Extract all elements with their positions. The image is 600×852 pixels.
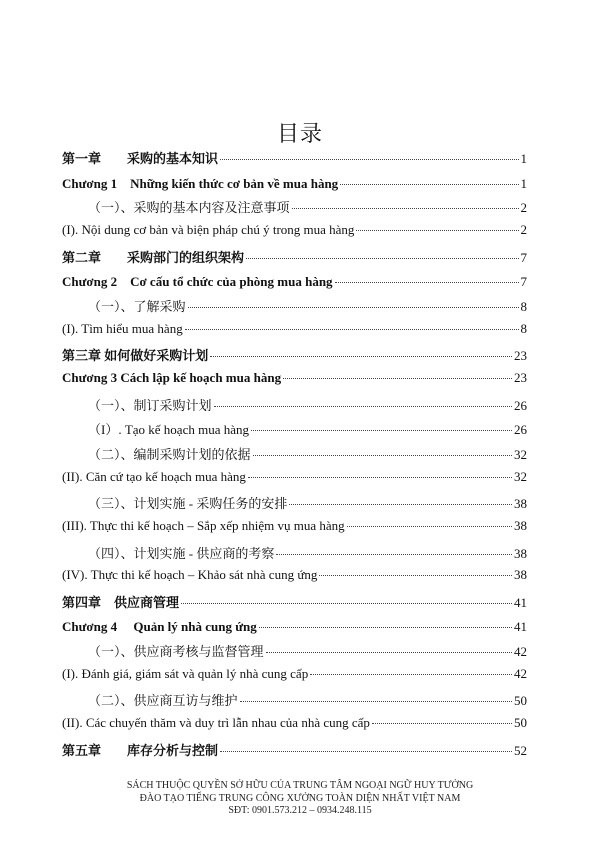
toc-entry[interactable] [62, 740, 527, 765]
toc-entry-page: 2 [520, 221, 527, 237]
toc-entry[interactable] [62, 173, 527, 198]
toc-leader-dots [248, 476, 512, 478]
toc-leader-dots [251, 429, 512, 431]
footer-line-3: SĐT: 0901.573.212 – 0934.248.115 [228, 805, 372, 816]
toc-entry-page: 38 [514, 567, 527, 583]
toc-entry-page: 26 [514, 422, 527, 438]
toc-title: 目录 [276, 122, 323, 147]
toc-leader-dots [181, 602, 512, 604]
toc-entry-page: 50 [514, 693, 527, 709]
toc-leader-dots [372, 722, 512, 724]
toc-entry-label: （一）、采购的基本内容及注意事项 [88, 200, 290, 216]
toc-leader-dots [259, 626, 512, 628]
toc-entry[interactable] [62, 247, 527, 272]
toc-entry-label: （一）、了解采购 [88, 298, 186, 314]
toc-entry[interactable] [62, 395, 527, 420]
toc-entry-page: 42 [514, 665, 527, 681]
toc-entry-label: Chương 2 Cơ cấu tổ chức của phòng mua hàng [62, 274, 333, 290]
footer-line-1: SÁCH THUỘC QUYỀN SỞ HỮU CỦA TRUNG TÂM NGOẠI NGỮ HUY TƯỞNG [126, 780, 474, 791]
toc-entry-label: (I). Nội dung cơ bản và biện pháp chú ý trong mua hàng [62, 221, 355, 237]
toc-entry[interactable] [62, 715, 527, 740]
toc-leader-dots [240, 700, 512, 702]
toc-leader-dots [253, 454, 512, 456]
toc-entry[interactable] [62, 444, 527, 469]
toc-entry-label: (III). Thực thi kế hoạch – Sắp xếp nhiệm vụ mua hàng [62, 517, 345, 533]
toc-entry-label: （二）、供应商互访与维护 [88, 693, 238, 709]
toc-entry[interactable] [62, 222, 527, 247]
toc-entry[interactable] [62, 592, 527, 617]
toc-leader-dots [356, 229, 518, 231]
toc-leader-dots [310, 673, 512, 675]
toc-entry[interactable] [62, 469, 527, 494]
toc-leader-dots [340, 183, 518, 185]
toc-entry-page: 23 [514, 369, 527, 385]
toc-leader-dots [185, 328, 519, 330]
toc-entry[interactable] [62, 567, 527, 592]
toc-entry-page: 1 [520, 151, 527, 166]
toc-entry-label: (II). Các chuyến thăm và duy trì lẫn nhau của nhà cung cấp [62, 715, 370, 731]
toc-leader-dots [220, 750, 512, 752]
toc-entry-page: 1 [520, 175, 527, 191]
toc-entry-label: Chương 1 Những kiến thức cơ bản về mua hàng [62, 175, 339, 191]
table-of-contents [62, 148, 527, 764]
toc-entry-label: (I). Tìm hiểu mua hàng [62, 320, 183, 336]
toc-entry-label: （二）、编制采购计划的依据 [88, 446, 251, 462]
toc-entry[interactable] [62, 271, 527, 296]
toc-entry-label: 第一章 采购的基本知识 [62, 151, 219, 166]
toc-entry-label: 第四章 供应商管理 [62, 594, 180, 610]
toc-entry-page: 23 [514, 348, 527, 364]
toc-entry-page: 38 [514, 496, 527, 512]
toc-entry-label: （I）. Tạo kế hoạch mua hàng [88, 422, 250, 438]
toc-leader-dots [246, 257, 518, 259]
toc-entry-page: 8 [520, 298, 527, 314]
toc-entry-label: （一）、供应商考核与监督管理 [88, 644, 264, 660]
toc-entry-page: 50 [514, 715, 527, 731]
toc-entry-label: 第三章 如何做好采购计划 [62, 348, 209, 364]
toc-entry[interactable] [62, 296, 527, 321]
toc-entry-page: 41 [514, 619, 527, 635]
toc-entry-label: 第二章 采购部门的组织架构 [62, 249, 245, 265]
toc-entry[interactable] [62, 690, 527, 715]
toc-entry[interactable] [62, 370, 527, 395]
toc-entry[interactable] [62, 345, 527, 370]
toc-entry-label: (II). Căn cứ tạo kế hoạch mua hàng [62, 468, 246, 484]
toc-entry[interactable] [62, 148, 527, 173]
toc-leader-dots [266, 651, 512, 653]
toc-entry-page: 52 [514, 742, 527, 758]
toc-entry-label: （一）、制订采购计划 [88, 397, 212, 413]
toc-leader-dots [276, 553, 512, 555]
toc-entry-page: 8 [520, 320, 527, 336]
toc-leader-dots [214, 405, 512, 407]
toc-entry[interactable] [62, 641, 527, 666]
toc-entry-page: 38 [514, 517, 527, 533]
toc-entry-label: (IV). Thực thi kế hoạch – Khảo sát nhà cung ứng [62, 567, 318, 583]
toc-entry[interactable] [62, 666, 527, 691]
toc-entry-label: （三）、计划实施 - 采购任务的安排 [88, 496, 288, 512]
toc-entry-label: （四）、计划实施 - 供应商的考察 [88, 545, 275, 561]
toc-leader-dots [292, 207, 519, 209]
toc-entry-page: 32 [514, 468, 527, 484]
toc-leader-dots [283, 377, 512, 379]
toc-entry-label: Chương 3 Cách lập kế hoạch mua hàng [62, 369, 282, 385]
toc-entry-label: (I). Đánh giá, giám sát và quản lý nhà cung cấp [62, 665, 309, 681]
toc-entry[interactable] [62, 419, 527, 444]
toc-entry-page: 32 [514, 446, 527, 462]
toc-leader-dots [319, 574, 512, 576]
toc-leader-dots [188, 306, 519, 308]
toc-entry-label: Chương 4 Quản lý nhà cung ứng [62, 619, 257, 635]
toc-entry-page: 2 [520, 200, 527, 216]
toc-leader-dots [210, 355, 512, 357]
toc-entry[interactable] [62, 197, 527, 222]
toc-entry-page: 38 [514, 545, 527, 561]
toc-entry[interactable] [62, 493, 527, 518]
footer-line-2: ĐÀO TẠO TIẾNG TRUNG CÔNG XƯỞNG TOÀN DIỆN NHẤT VIỆT NAM [139, 792, 461, 804]
toc-entry[interactable] [62, 518, 527, 543]
toc-entry[interactable] [62, 543, 527, 568]
toc-leader-dots [220, 158, 518, 160]
toc-leader-dots [289, 503, 512, 505]
toc-entry[interactable] [62, 616, 527, 641]
toc-entry-page: 7 [520, 249, 527, 265]
toc-leader-dots [335, 281, 519, 283]
toc-entry-label: 第五章 库存分析与控制 [62, 742, 219, 758]
toc-entry-page: 7 [520, 274, 527, 290]
toc-entry-page: 41 [514, 594, 527, 610]
toc-leader-dots [347, 525, 512, 527]
toc-entry[interactable] [62, 321, 527, 346]
toc-entry-page: 42 [514, 644, 527, 660]
footer [0, 780, 600, 818]
toc-entry-page: 26 [514, 397, 527, 413]
